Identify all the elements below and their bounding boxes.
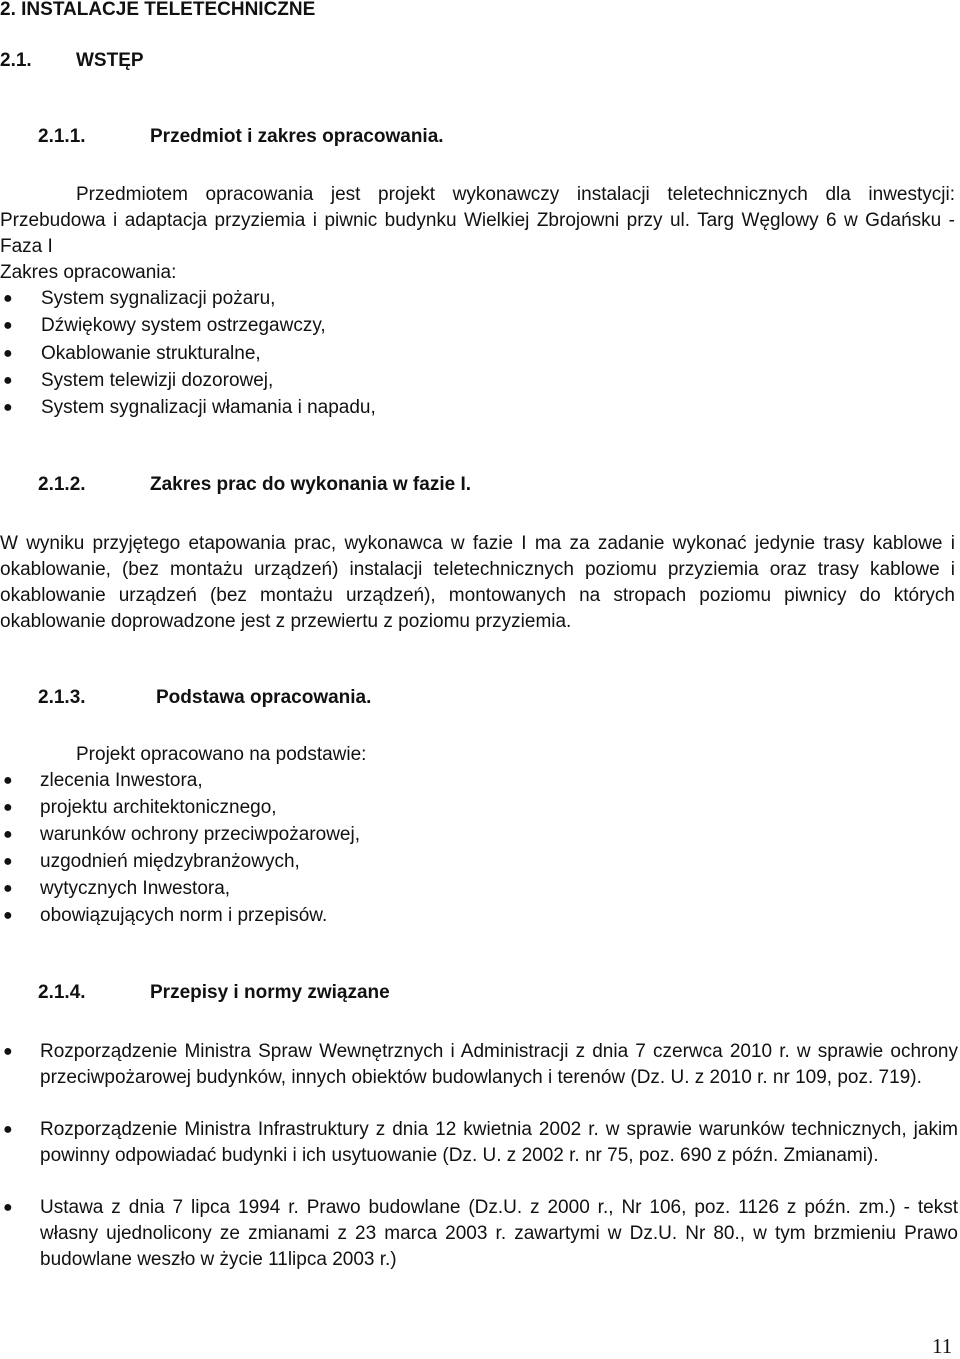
section-title: Przedmiot i zakres opracowania.: [150, 126, 444, 147]
basis-list-item: ● wytycznych Inwestora,: [3, 876, 943, 902]
section-title: WSTĘP: [76, 50, 144, 71]
basis-list-item: ● projektu architektonicznego,: [3, 795, 943, 821]
bullet-icon: ●: [3, 772, 13, 789]
regulation-list-item: ● Rozporządzenie Ministra Spraw Wewnętrznych i Administracji z dnia 7 czerwca 2010 r. w sprawie ochrony przeciwpożarowej budynków, innych obiektów budowlanych i terenów (Dz. U. z 2010 r. nr 109, poz. 719).: [3, 1041, 958, 1088]
page-number: 11: [932, 1334, 953, 1358]
basis-intro: Projekt opracowano na podstawie:: [76, 744, 367, 765]
bullet-icon: ●: [3, 853, 13, 870]
section-heading-2-1-1: [38, 124, 444, 150]
section-title: Zakres prac do wykonania w fazie I.: [150, 474, 472, 495]
basis-list-item: ● warunków ochrony przeciwpożarowej,: [3, 822, 943, 848]
section-number: 2.1.: [0, 50, 32, 71]
bullet-icon: ●: [3, 907, 13, 924]
bullet-icon: ●: [3, 345, 13, 362]
section-number: 2.1.2.: [38, 474, 86, 495]
scope-list-item: ● System telewizji dozorowej,: [3, 368, 943, 394]
scope-list-item: ● System sygnalizacji pożaru,: [3, 286, 943, 312]
basis-list-item: ● obowiązujących norm i przepisów.: [3, 903, 943, 929]
bullet-icon: ●: [3, 1199, 13, 1216]
main-heading-title: INSTALACJE TELETECHNICZNE: [21, 0, 316, 20]
bullet-icon: ●: [3, 372, 13, 389]
paragraph-scope-phase: W wyniku przyjętego etapowania prac, wykonawca w fazie I ma za zadanie wykonać jedynie trasy kablowe i okablowanie, (bez montażu urządzeń) instalacji teletechnicznych poziomu przyziemia oraz trasy kablowe i okablowanie urządzeń (bez montażu urządzeń), montowanych na stropach poziomu piwnicy do których okablowanie doprowadzone jest z przewiertu z poziomu przyziemia.: [0, 533, 955, 632]
bullet-icon: ●: [3, 826, 13, 843]
basis-list-item: ● zlecenia Inwestora,: [3, 768, 943, 794]
bullet-icon: ●: [3, 317, 13, 334]
scope-label: Zakres opracowania:: [0, 262, 177, 283]
bullet-icon: ●: [3, 399, 13, 416]
scope-list-item: ● Dźwiękowy system ostrzegawczy,: [3, 313, 943, 339]
section-title: Podstawa opracowania.: [156, 687, 372, 708]
main-heading-number: 2.: [0, 0, 16, 20]
section-number: 2.1.4.: [38, 982, 86, 1003]
bullet-icon: ●: [3, 1043, 13, 1060]
bullet-icon: ●: [3, 799, 13, 816]
paragraph-subject: Przedmiotem opracowania jest projekt wykonawczy instalacji teletechnicznych dla inwestycji: Przebudowa i adaptacja przyziemia i piwnic budynku Wielkiej Zbrojowni przy ul. Targ Węglowy 6 w Gdańsku - Faza I: [0, 184, 955, 257]
regulation-list-item: ● Ustawa z dnia 7 lipca 1994 r. Prawo budowlane (Dz.U. z 2000 r., Nr 106, poz. 1126 z późn. zm.) - tekst własny ujednolicony ze zmianami z 23 marca 2003 r. zawartymi w Dz.U. Nr 80., w tym brzmieniu Prawo budowlane weszło w życie 11lipca 2003 r.): [3, 1197, 958, 1270]
section-heading-2-1-2: [38, 472, 471, 498]
section-number: 2.1.3.: [38, 687, 86, 708]
basis-list-item: ● uzgodnień międzybranżowych,: [3, 849, 943, 875]
bullet-icon: ●: [3, 880, 13, 897]
section-title: Przepisy i normy związane: [150, 982, 390, 1003]
scope-list-item: ● Okablowanie strukturalne,: [3, 341, 943, 367]
section-number: 2.1.1.: [38, 126, 86, 147]
regulation-list-item: ● Rozporządzenie Ministra Infrastruktury z dnia 12 kwietnia 2002 r. w sprawie warunków technicznych, jakim powinny odpowiadać budynki i ich usytuowanie (Dz. U. z 2002 r. nr 75, poz. 690 z późn. Zmianami).: [3, 1119, 958, 1166]
section-heading-2-1-3: [38, 685, 371, 711]
section-heading-2-1: [0, 48, 144, 74]
bullet-icon: ●: [3, 290, 13, 307]
bullet-icon: ●: [3, 1121, 13, 1138]
section-heading-2-1-4: [38, 980, 390, 1006]
main-heading: [0, 0, 315, 23]
scope-list-item: ● System sygnalizacji włamania i napadu,: [3, 395, 943, 421]
